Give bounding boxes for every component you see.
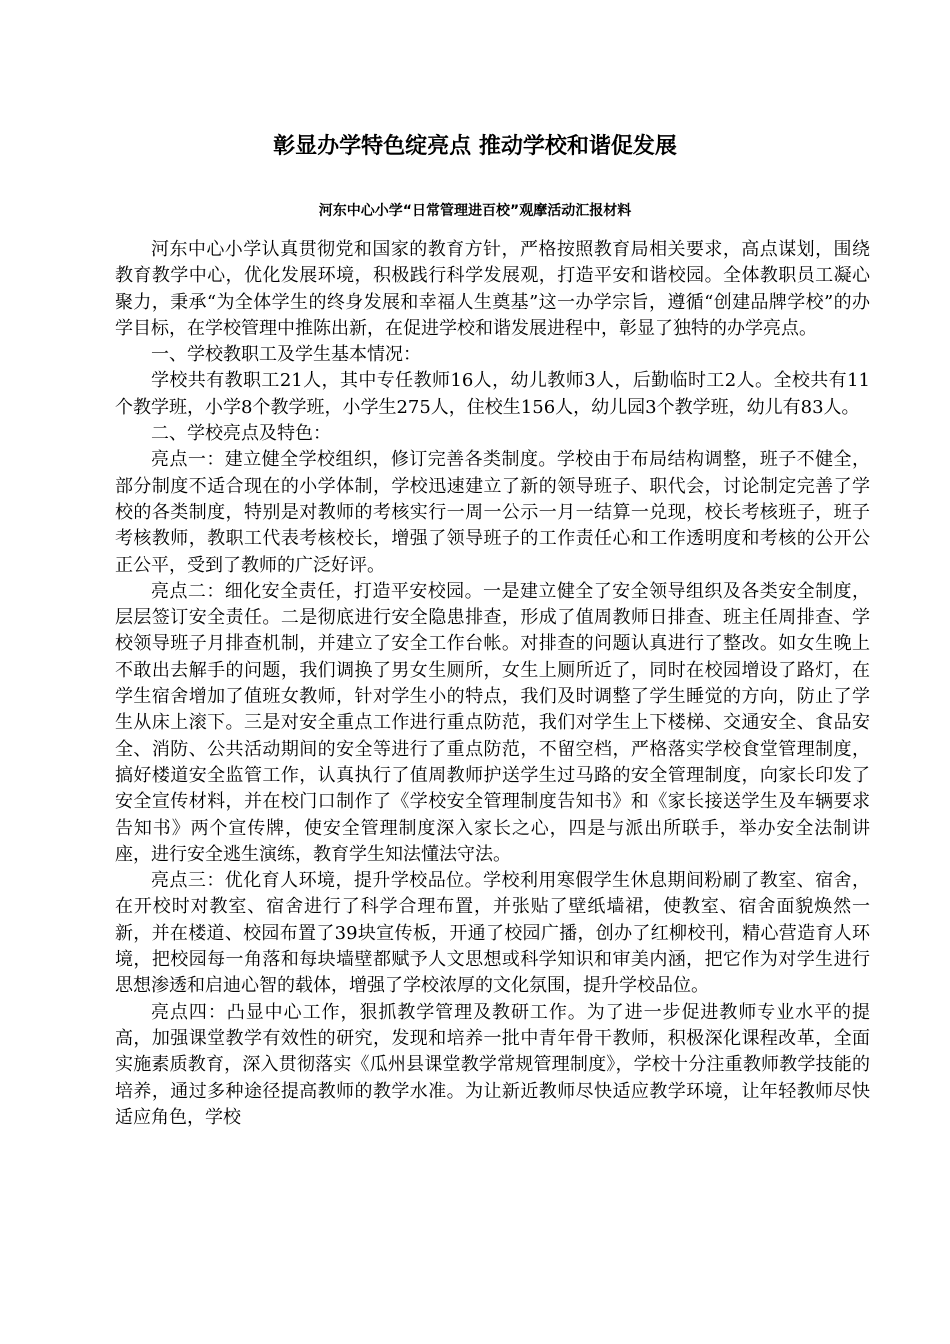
highlight-one-paragraph: 亮点一：建立健全学校组织，修订完善各类制度。学校由于布局结构调整，班子不健全，部分制度不适合现在的小学体制，学校迅速建立了新的领导班子、职代会，讨论制定完善了学校的各类制度，特别是对教师的考核实行一周一公示一月一结算一兑现，校长考核班子，班子考核教师，教职工代表考核校长，增强了领导班子的工作责任心和工作透明度和考核的公开公正公平，受到了教师的广泛好评。 (115, 449, 870, 576)
intro-paragraph: 河东中心小学认真贯彻党和国家的教育方针，严格按照教育局相关要求，高点谋划，围绕教育教学中心，优化发展环境，积极践行科学发展观，打造平安和谐校园。全体教职员工凝心聚力，秉承“为全体学生的终身发展和幸福人生奠基”这一办学宗旨，遵循“创建品牌学校”的办学目标，在学校管理中推陈出新，在促进学校和谐发展进程中，彰显了独特的办学亮点。 (115, 239, 870, 339)
document-subtitle: 河东中心小学“日常管理进百校”观摩活动汇报材料 (318, 203, 632, 219)
highlight-four-paragraph: 亮点四：凸显中心工作，狠抓教学管理及教研工作。为了进一步促进教师专业水平的提高，加强课堂教学有效性的研究，发现和培养一批中青年骨干教师，积极深化课程改革，全面实施素质教育，深入贯彻落实《瓜州县课堂教学常规管理制度》，学校十分注重教师教学技能的培养，通过多种途径提高教师的教学水准。为让新近教师尽快适应教学环境，让年轻教师尽快适应角色，学校 (115, 1001, 870, 1128)
document-title: 彰显办学特色绽亮点 推动学校和谐促发展 (273, 134, 677, 159)
basic-info-paragraph: 学校共有教职工21人，其中专任教师16人，幼儿教师3人，后勤临时工2人。全校共有11个教学班，小学8个教学班，小学生275人，住校生156人，幼儿园3个教学班，幼儿有83人。 (115, 370, 870, 418)
highlight-three-paragraph: 亮点三：优化育人环境，提升学校品位。学校利用寒假学生休息期间粉刷了教室、宿舍，在开校时对教室、宿舍进行了科学合理布置，并张贴了壁纸墙裙，使教室、宿舍面貌焕然一新，并在楼道、校园布置了39块宣传板，开通了校园广播，创办了红柳校刊，精心营造育人环境，把校园每一角落和每块墙壁都赋予人文思想或科学知识和审美内涵，把它作为对学生进行思想渗透和启迪心智的载体，增强了学校浓厚的文化氛围，提升学校品位。 (115, 870, 870, 997)
highlight-two-paragraph: 亮点二：细化安全责任，打造平安校园。一是建立健全了安全领导组织及各类安全制度，层层签订安全责任。二是彻底进行安全隐患排查，形成了值周教师日排查、班主任周排查、学校领导班子月排查机制，并建立了安全工作台帐。对排查的问题认真进行了整改。如女生晚上不敢出去解手的问题，我们调换了男女生厕所，女生上厕所近了，同时在校园增设了路灯，在学生宿舍增加了值班女教师，针对学生小的特点，我们及时调整了学生睡觉的方向，防止了学生从床上滚下。三是对安全重点工作进行重点防范，我们对学生上下楼梯、交通安全、食品安全、消防、公共活动期间的安全等进行了重点防范，不留空档，严格落实学校食堂管理制度，搞好楼道安全监管工作，认真执行了值周教师护送学生过马路的安全管理制度，向家长印发了安全宣传材料，并在校门口制作了《学校安全管理制度告知书》和《家长接送学生及车辆要求告知书》两个宣传牌，使安全管理制度深入家长之心，四是与派出所联手，举办安全法制讲座，进行安全逃生演练，教育学生知法懂法守法。 (115, 580, 870, 865)
section-heading-highlights: 二、学校亮点及特色： (151, 423, 331, 445)
document-body (115, 237, 870, 1131)
section-heading-basic-info: 一、学校教职工及学生基本情况： (151, 344, 421, 366)
